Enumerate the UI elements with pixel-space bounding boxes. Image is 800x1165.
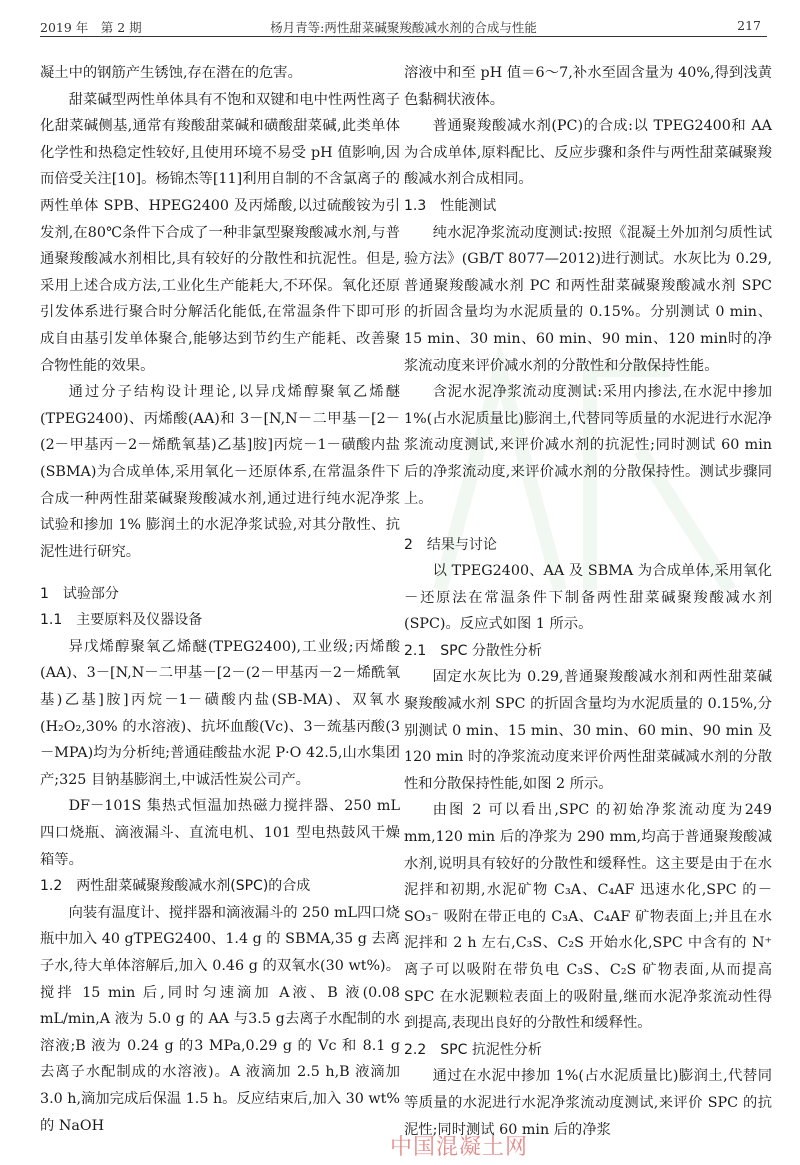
paragraph: 异戊烯醇聚氧乙烯醚(TPEG2400),工业级;丙烯酸(AA)、3－[N,N－二甲基－[2－(2－甲基丙－2－烯酰氧基)乙基]胺]丙烷－1－磺酸内盐(SB-MA)、双氧水(H₂O₂,30% 的水溶液)、抗坏血酸(Vc)、3－巯基丙酸(3－MPA)均为分析纯;普通硅酸盐水泥 P·O 42.5,山水集团产;325 目钠基膨润土,中诚活性炭公司产。 bbox=[40, 638, 400, 788]
site-watermark: 中国混凝土网 bbox=[390, 1135, 529, 1160]
paragraph: 由图 2 可以看出,SPC 的初始净浆流动度为249 mm,120 min 后的净浆为 290 mm,均高于普通聚羧酸减水剂,说明具有较好的分散性和缓释性。这主要是由于在水泥拌和初期,水泥矿物 C₃A、C₄AF 迅速水化,SPC 的－SO₃⁻ 吸附在带正电的 C₃A、C₄AF 矿物表面上;并且在水泥拌和 2 h 左右,C₃S、C₂S 开始水化,SPC 中含有的 N⁺ 离子可以吸附在带负电 C₃S、C₂S 矿物表面,从而提高 SPC 在水泥颗粒表面上的吸附量,继而水泥净浆流动性得到提高,表现出良好的分散性和缓释性。 bbox=[404, 802, 772, 1032]
subsection-heading: 1.2 两性甜菜碱聚羧酸减水剂(SPC)的合成 bbox=[40, 878, 311, 895]
paragraph: 向装有温度计、搅拌器和滴液漏斗的 250 mL四口烧瓶中加入 40 gTPEG2400、1.4 g 的 SBMA,35 g 去离子水,待大单体溶解后,加入 0.46 g 的双氧水(30 wt%)。搅拌 15 min 后,同时匀速滴加 A液、B 液(0.08 mL/min,A 液为 5.0 g 的 AA 与3.5 g去离子水配制的水溶液;B 液为 0.24 g 的3 MPa,0.29 g 的 Vc 和 8.1 g 去离子水配制成的水溶液)。A 液滴加 2.5 h,B 液滴加 3.0 h,滴加完成后保温 1.5 h。反应结束后,加入 30 wt% 的 NaOH bbox=[40, 904, 400, 1134]
paragraph: 通过分子结构设计理论,以异戊烯醇聚氧乙烯醚(TPEG2400)、丙烯酸(AA)和 3－[N,N－二甲基－[2－(2－甲基丙－2－烯酰氧基)乙基]胺]丙烷－1－磺酸内盐(SBMA)为合成单体,采用氧化－还原体系,在常温条件下合成一种两性甜菜碱聚羧酸减水剂,通过进行纯水泥净浆试验和掺加 1% 膨润土的水泥净浆试验,对其分散性、抗泥性进行研究。 bbox=[40, 384, 400, 560]
paragraph: 溶液中和至 pH 值＝6～7,补水至固含量为 40%,得到浅黄色黏稠状液体。 bbox=[404, 65, 772, 108]
right-column bbox=[404, 60, 772, 1143]
running-header bbox=[40, 14, 767, 37]
paragraph: 通过在水泥中掺加 1%(占水泥质量比)膨润土,代替同等质量的水泥进行水泥净浆流动度测试,来评价 SPC 的抗泥性;同时测试 60 min 后的净浆 bbox=[404, 1068, 772, 1138]
section-heading: 1 试验部分 bbox=[40, 586, 119, 603]
paragraph: 纯水泥净浆流动度测试:按照《混凝土外加剂匀质性试验方法》(GB/T 8077—2012)进行测试。水灰比为 0.29,普通聚羧酸减水剂 PC 和两性甜菜碱聚羧酸减水剂 SPC 的折固含量均为水泥质量的 0.15%。分别测试 0 min、15 min、30 min、60 min、90 min、120 min时的净浆流动度来评价减水剂的分散性和分散保持性能。 bbox=[404, 224, 772, 374]
paragraph: DF－101S 集热式恒温加热磁力搅拌器、250 mL四口烧瓶、滴液漏斗、直流电机、101 型电热鼓风干燥箱等。 bbox=[40, 798, 400, 868]
page-number: 217 bbox=[737, 18, 761, 33]
left-column bbox=[40, 60, 400, 1139]
issue-label: 2019 年 第 2 期 bbox=[40, 20, 142, 35]
running-title: 杨月青等:两性甜菜碱聚羧酸减水剂的合成与性能 bbox=[270, 20, 537, 35]
paragraph: 甜菜碱型两性单体具有不饱和双键和电中性两性离子化甜菜碱侧基,通常有羧酸甜菜碱和磺酸甜菜碱,此类单体化学性和热稳定性较好,且使用环境不易受 pH 值影响,因而倍受关注[10]。杨锦杰等[11]利用自制的不含氯离子的两性单体 SPB、HPEG2400 及丙烯酸,以过硫酸铵为引发剂,在80℃条件下合成了一种非氯型聚羧酸减水剂,与普通聚羧酸减水剂相比,具有较好的分散性和抗泥性。但是,采用上述合成方法,工业化生产能耗大,不环保。氧化还原引发体系进行聚合时分解活化能低,在常温条件下即可形成自由基引发单体聚合,能够达到节约生产能耗、改善聚合物性能的效果。 bbox=[40, 91, 400, 374]
paragraph: 以 TPEG2400、AA 及 SBMA 为合成单体,采用氧化－还原法在常温条件下制备两性甜菜碱聚羧酸减水剂(SPC)。反应式如图 1 所示。 bbox=[404, 563, 772, 633]
subsection-heading: 1.3 性能测试 bbox=[404, 197, 497, 214]
subsection-heading: 2.2 SPC 抗泥性分析 bbox=[404, 1041, 542, 1058]
section-heading: 2 结果与讨论 bbox=[404, 537, 497, 554]
subsection-heading: 1.1 主要原料及仪器设备 bbox=[40, 612, 203, 629]
paragraph: 普通聚羧酸减水剂(PC)的合成:以 TPEG2400和 AA 为合成单体,原料配比、反应步骤和条件与两性甜菜碱聚羧酸减水剂合成相同。 bbox=[404, 118, 772, 188]
paragraph: 凝土中的钢筋产生锈蚀,存在潜在的危害。 bbox=[40, 65, 302, 81]
paragraph: 含泥水泥净浆流动度测试:采用内掺法,在水泥中掺加 1%(占水泥质量比)膨润土,代替同等质量的水泥进行水泥净浆流动度测试,来评价减水剂的抗泥性;同时测试 60 min 后的净浆流动度,来评价减水剂的分散保持性。测试步骤同上。 bbox=[404, 384, 772, 507]
subsection-heading: 2.1 SPC 分散性分析 bbox=[404, 642, 542, 659]
paragraph: 固定水灰比为 0.29,普通聚羧酸减水剂和两性甜菜碱聚羧酸减水剂 SPC 的折固含量均为水泥质量的 0.15%,分别测试 0 min、15 min、30 min、60 min、90 min 及 120 min 时的净浆流动度来评价两性甜菜碱减水剂的分散性和分散保持性能,如图 2 所示。 bbox=[404, 669, 772, 792]
